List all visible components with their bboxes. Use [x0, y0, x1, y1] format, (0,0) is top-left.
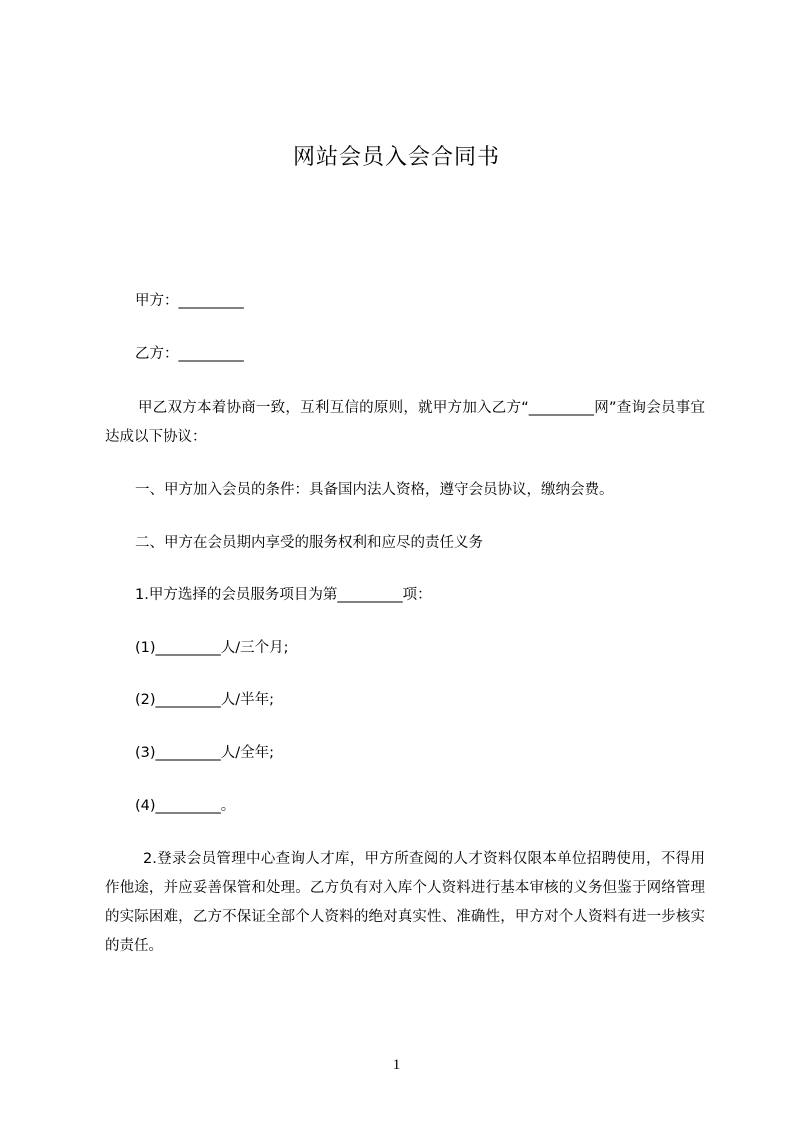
party-b-line: 乙方：_________: [135, 346, 244, 362]
item-1: 1.甲方选择的会员服务项目为第_________项：: [135, 587, 432, 603]
option-4: (4)_________。: [135, 798, 236, 814]
clause-1: 一、甲方加入会员的条件：具备国内法人资格，遵守会员协议，缴纳会费。: [135, 482, 614, 498]
option-1: (1)_________人/三个月;: [135, 640, 289, 656]
option-3: (3)_________人/全年;: [135, 745, 275, 761]
intro-paragraph: 甲乙双方本着协商一致，互利互信的原则，就甲方加入乙方“_________网”查询会员事宜达成以下协议：: [105, 400, 705, 445]
item-2-paragraph: 2.登录会员管理中心查询人才库，甲方所查阅的人才资料仅限本单位招聘使用，不得用作他途，并应妥善保管和处理。乙方负有对入库个人资料进行基本审核的义务但鉴于网络管理的实际困难，乙方不保证全部个人资料的绝对真实性、准确性，甲方对个人资料有进一步核实的责任。: [105, 851, 705, 954]
document-title: 网站会员入会合同书: [292, 145, 500, 170]
clause-2: 二、甲方在会员期内享受的服务权利和应尽的责任义务: [135, 535, 483, 551]
party-a-line: 甲方：_________: [135, 293, 244, 309]
page-number: 1: [392, 1057, 401, 1073]
option-2: (2)_________人/半年;: [135, 692, 275, 708]
